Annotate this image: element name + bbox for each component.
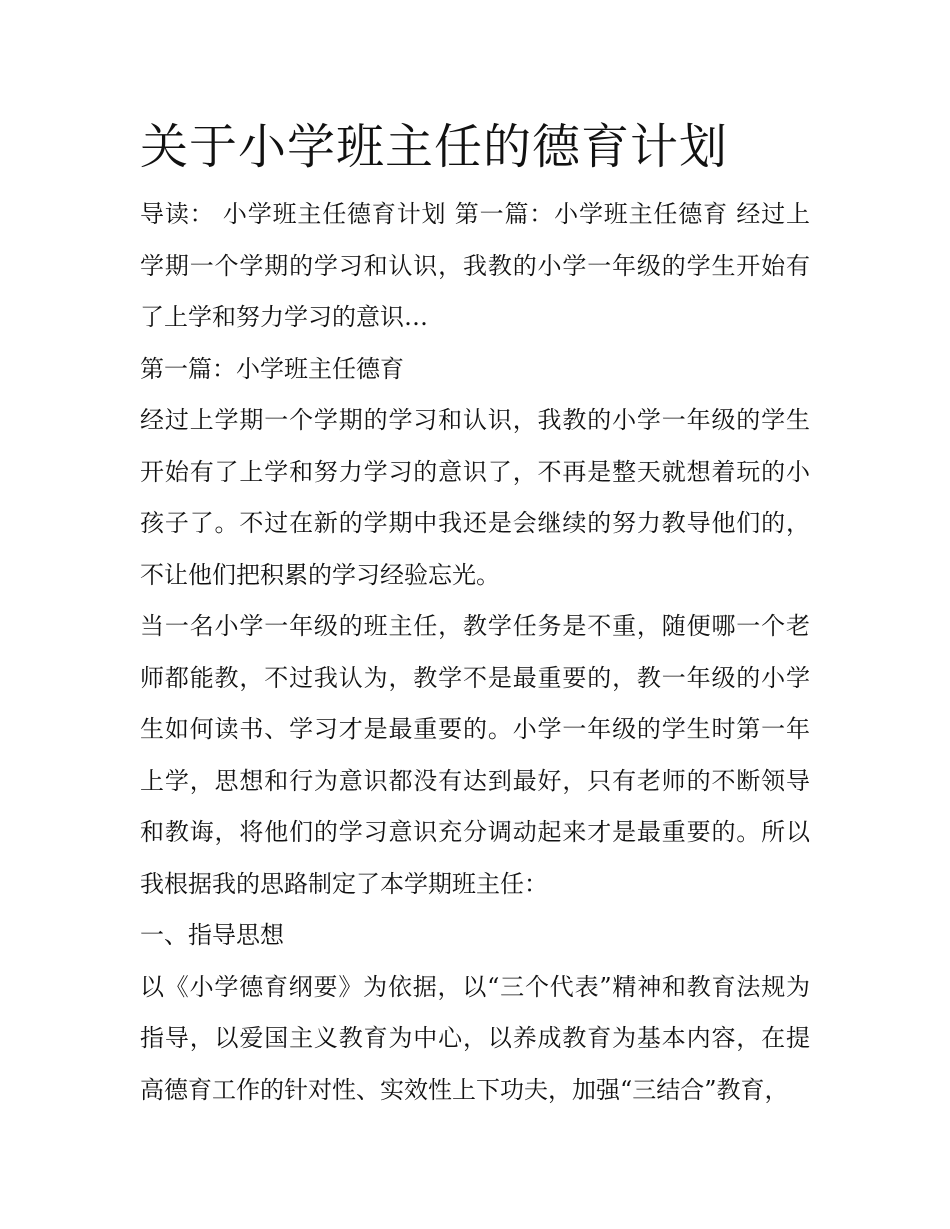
intro-paragraph: 导读： 小学班主任德育计划 第一篇：小学班主任德育 经过上学期一个学期的学习和认识，我教的小学一年级的学生开始有了上学和努力学习的意识…	[140, 200, 810, 331]
body-paragraph: 当一名小学一年级的班主任，教学任务是不重，随便哪一个老师都能教，不过我认为，教学不是最重要的，教一年级的小学生如何读书、学习才是最重要的。小学一年级的学生时第一年上学，思想和行为意识都没有达到最好，只有老师的不断领导和教诲，将他们的学习意识充分调动起来才是最重要的。所以我根据我的思路制定了本学期班主任：	[140, 612, 810, 898]
section-heading-part-one: 第一篇：小学班主任德育	[140, 354, 404, 383]
document-page	[140, 113, 810, 1116]
body-paragraph: 以《小学德育纲要》为依据，以“三个代表”精神和教育法规为指导，以爱国主义教育为中心，以养成教育为基本内容，在提高德育工作的针对性、实效性上下功夫，加强“三结合”教育，	[140, 972, 810, 1104]
body-paragraph: 经过上学期一个学期的学习和认识，我教的小学一年级的学生开始有了上学和努力学习的意识了，不再是整天就想着玩的小孩子了。不过在新的学期中我还是会继续的努力教导他们的，不让他们把积累的学习经验忘光。	[140, 406, 810, 589]
section-heading-guiding-ideology: 一、指导思想	[140, 921, 284, 949]
document-title: 关于小学班主任的德育计划	[140, 119, 729, 175]
